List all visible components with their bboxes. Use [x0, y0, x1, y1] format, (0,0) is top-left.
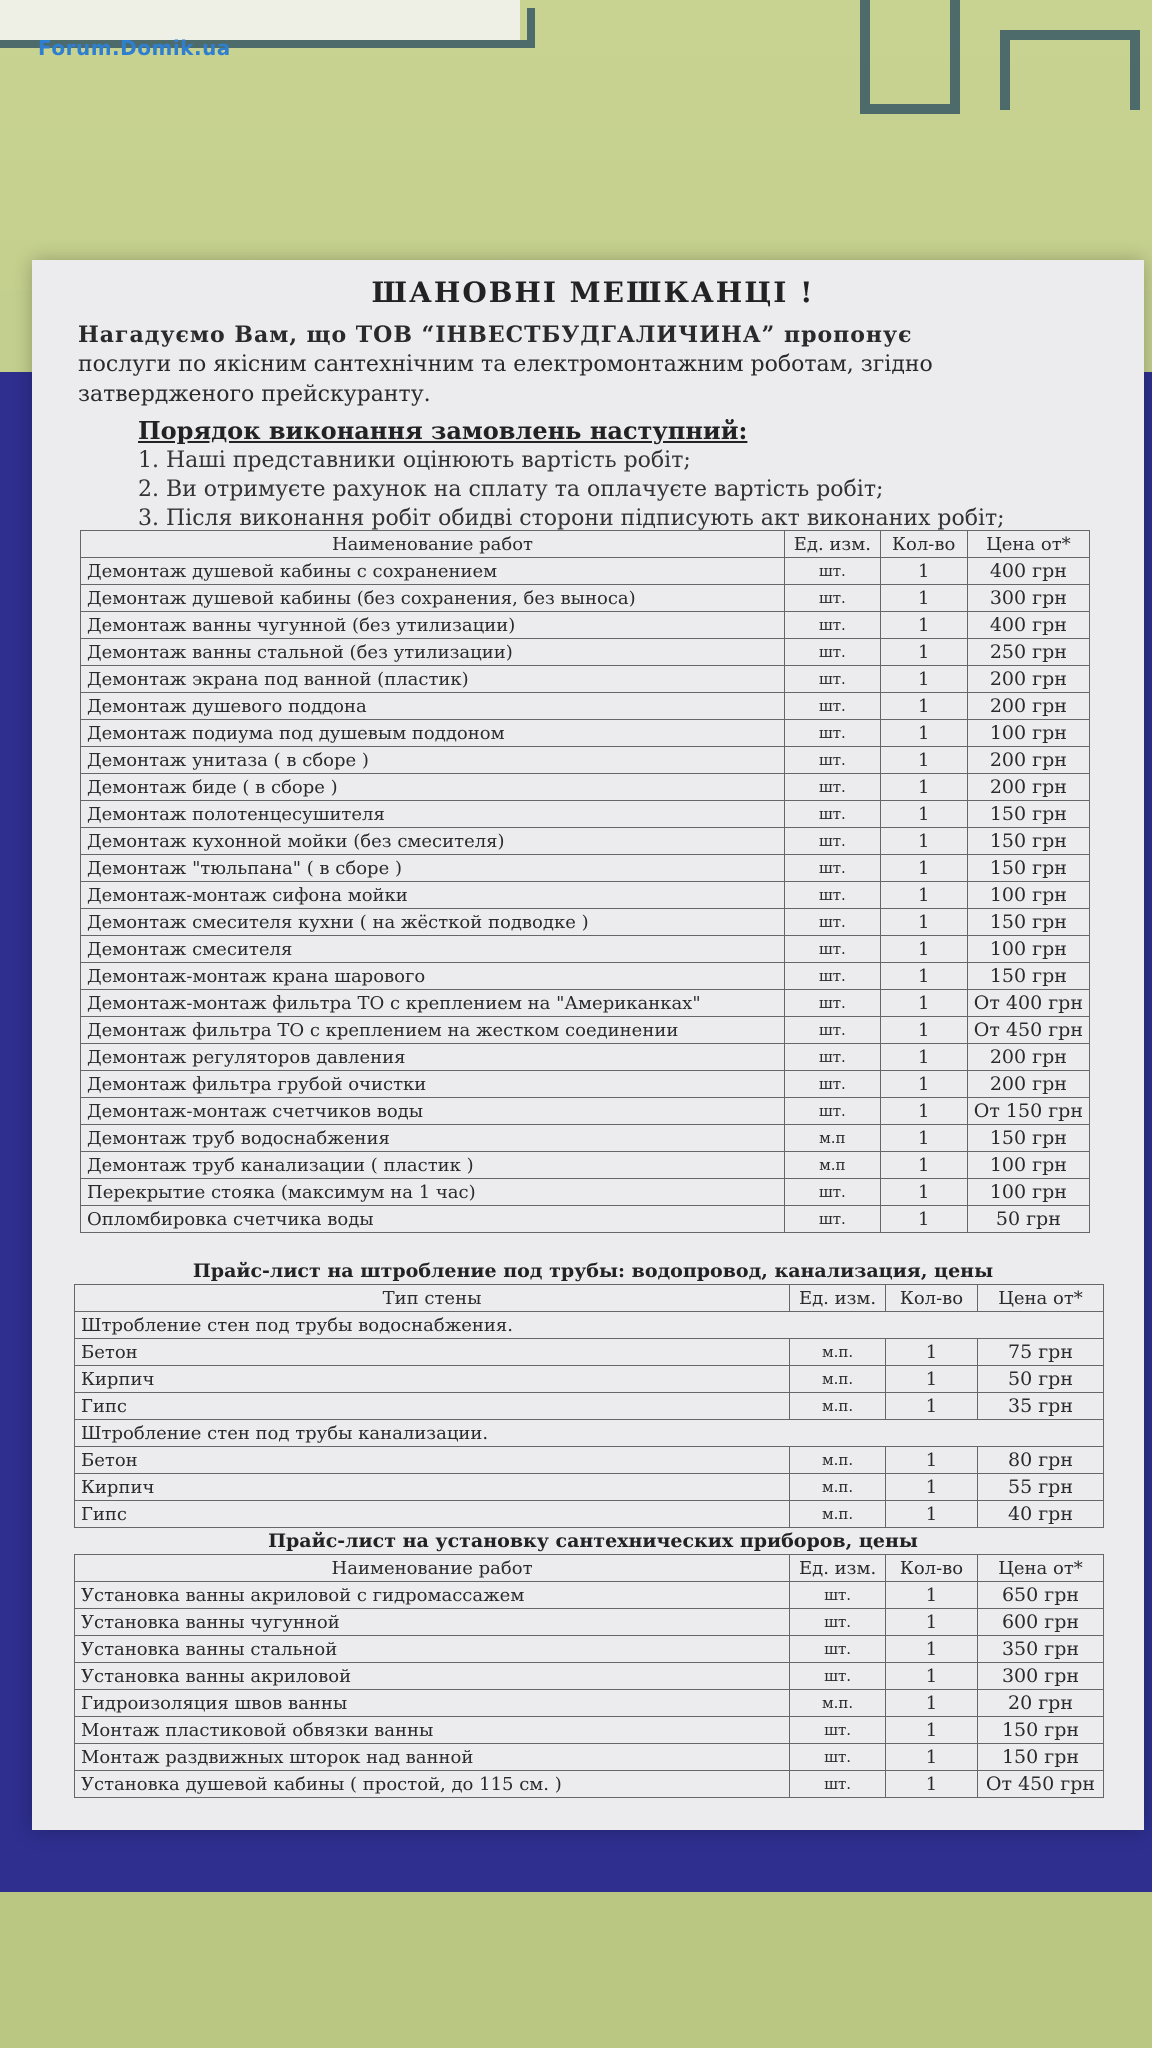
price-cell: 100 грн: [967, 1152, 1089, 1179]
quantity-cell: 1: [880, 855, 967, 882]
quantity-cell: 1: [880, 1017, 967, 1044]
unit-cell: шт.: [785, 1098, 881, 1125]
table-row: [75, 1717, 1104, 1744]
unit-cell: шт.: [790, 1771, 886, 1798]
work-name-cell: Демонтаж фильтра ТО с креплением на жестком соединении: [81, 1017, 785, 1044]
table-row: [75, 1663, 1104, 1690]
price-cell: 150 грн: [977, 1744, 1103, 1771]
table-row: [81, 936, 1090, 963]
price-cell: От 450 грн: [967, 1017, 1089, 1044]
table-row: [81, 747, 1090, 774]
table-row: [81, 828, 1090, 855]
unit-cell: м.п: [785, 1125, 881, 1152]
price-cell: 600 грн: [977, 1609, 1103, 1636]
quantity-cell: 1: [886, 1717, 978, 1744]
quantity-cell: 1: [886, 1582, 978, 1609]
table-row: [81, 1017, 1090, 1044]
quantity-cell: 1: [880, 612, 967, 639]
work-name-cell: Демонтаж-монтаж сифона мойки: [81, 882, 785, 909]
unit-cell: шт.: [785, 1206, 881, 1233]
table-row: [81, 1071, 1090, 1098]
work-name-cell: Установка душевой кабины ( простой, до 115 см. ): [75, 1771, 790, 1798]
unit-cell: шт.: [785, 585, 881, 612]
price-cell: 200 грн: [967, 1071, 1089, 1098]
price-cell: 100 грн: [967, 1179, 1089, 1206]
price-cell: 300 грн: [977, 1663, 1103, 1690]
notice-intro: [78, 320, 1118, 410]
frame-line: [1130, 30, 1140, 110]
unit-cell: шт.: [785, 909, 881, 936]
work-name-cell: Опломбировка счетчика воды: [81, 1206, 785, 1233]
unit-cell: шт.: [785, 693, 881, 720]
intro-line: послуги по якісним сантехнічним та електромонтажним роботам, згідно: [78, 352, 933, 377]
quantity-cell: 1: [880, 1179, 967, 1206]
column-header: Наименование работ: [75, 1555, 790, 1582]
frame-line: [1000, 30, 1140, 40]
price-cell: 650 грн: [977, 1582, 1103, 1609]
order-heading: Порядок виконання замовлень наступний:: [138, 416, 748, 445]
quantity-cell: 1: [886, 1690, 978, 1717]
price-cell: 150 грн: [967, 1125, 1089, 1152]
price-cell: 200 грн: [967, 747, 1089, 774]
column-header: Цена от*: [978, 1285, 1104, 1312]
price-cell: 100 грн: [967, 936, 1089, 963]
column-header: Тип стены: [75, 1285, 790, 1312]
work-name-cell: Установка ванны стальной: [75, 1636, 790, 1663]
work-name-cell: Демонтаж экрана под ванной (пластик): [81, 666, 785, 693]
unit-cell: м.п.: [790, 1690, 886, 1717]
work-name-cell: Демонтаж регуляторов давления: [81, 1044, 785, 1071]
quantity-cell: 1: [886, 1636, 978, 1663]
work-name-cell: Перекрытие стояка (максимум на 1 час): [81, 1179, 785, 1206]
unit-cell: шт.: [790, 1636, 886, 1663]
unit-cell: шт.: [785, 639, 881, 666]
table-header-row: [75, 1555, 1104, 1582]
table-row: [81, 963, 1090, 990]
unit-cell: м.п: [785, 1152, 881, 1179]
group-label: Штробление стен под трубы водоснабжения.: [75, 1312, 1104, 1339]
work-name-cell: Кирпич: [75, 1474, 790, 1501]
column-header: Цена от*: [967, 531, 1089, 558]
quantity-cell: 1: [880, 1125, 967, 1152]
quantity-cell: 1: [886, 1393, 978, 1420]
price-cell: 200 грн: [967, 774, 1089, 801]
work-name-cell: Демонтаж подиума под душевым поддоном: [81, 720, 785, 747]
quantity-cell: 1: [880, 1098, 967, 1125]
group-label: Штробление стен под трубы канализации.: [75, 1420, 1104, 1447]
unit-cell: шт.: [785, 963, 881, 990]
work-name-cell: Демонтаж фильтра грубой очистки: [81, 1071, 785, 1098]
table-row: [75, 1744, 1104, 1771]
wall-bottom: [0, 1892, 1152, 2048]
price-table-chasing: [74, 1284, 1104, 1528]
quantity-cell: 1: [880, 963, 967, 990]
quantity-cell: 1: [880, 990, 967, 1017]
quantity-cell: 1: [880, 585, 967, 612]
price-cell: 150 грн: [967, 828, 1089, 855]
price-cell: 350 грн: [977, 1636, 1103, 1663]
unit-cell: м.п.: [790, 1501, 886, 1528]
table-row: [75, 1393, 1104, 1420]
unit-cell: шт.: [785, 558, 881, 585]
notice-title: ШАНОВНІ МЕШКАНЦІ !: [371, 276, 815, 309]
price-cell: 200 грн: [967, 693, 1089, 720]
work-name-cell: Демонтаж смесителя: [81, 936, 785, 963]
column-header: Кол-во: [880, 531, 967, 558]
quantity-cell: 1: [886, 1339, 978, 1366]
quantity-cell: 1: [880, 774, 967, 801]
quantity-cell: 1: [880, 639, 967, 666]
quantity-cell: 1: [880, 936, 967, 963]
quantity-cell: 1: [886, 1447, 978, 1474]
price-cell: 40 грн: [978, 1501, 1104, 1528]
frame-line: [860, 0, 870, 112]
quantity-cell: 1: [886, 1474, 978, 1501]
table-row: [75, 1690, 1104, 1717]
quantity-cell: 1: [880, 1044, 967, 1071]
table-row: [81, 909, 1090, 936]
unit-cell: шт.: [785, 936, 881, 963]
table-row: [75, 1609, 1104, 1636]
unit-cell: м.п.: [790, 1474, 886, 1501]
column-header: Ед. изм.: [785, 531, 881, 558]
group-row: [75, 1312, 1104, 1339]
table-row: [75, 1636, 1104, 1663]
unit-cell: шт.: [785, 1179, 881, 1206]
unit-cell: шт.: [790, 1609, 886, 1636]
unit-cell: шт.: [790, 1717, 886, 1744]
work-name-cell: Демонтаж-монтаж крана шарового: [81, 963, 785, 990]
unit-cell: м.п.: [790, 1393, 886, 1420]
frame-line: [527, 8, 535, 48]
table-row: [81, 720, 1090, 747]
unit-cell: м.п.: [790, 1339, 886, 1366]
table-row: [75, 1366, 1104, 1393]
table-row: [75, 1501, 1104, 1528]
work-name-cell: Демонтаж душевой кабины с сохранением: [81, 558, 785, 585]
unit-cell: шт.: [790, 1582, 886, 1609]
table-row: [75, 1447, 1104, 1474]
quantity-cell: 1: [880, 828, 967, 855]
frame-line: [950, 0, 960, 112]
unit-cell: шт.: [785, 801, 881, 828]
price-cell: 50 грн: [978, 1366, 1104, 1393]
quantity-cell: 1: [880, 1206, 967, 1233]
work-name-cell: Демонтаж полотенцесушителя: [81, 801, 785, 828]
price-cell: 150 грн: [967, 909, 1089, 936]
table-row: [81, 774, 1090, 801]
work-name-cell: Демонтаж душевого поддона: [81, 693, 785, 720]
table-row: [81, 585, 1090, 612]
order-step: 2. Ви отримуєте рахунок на сплату та оплачуєте вартість робіт;: [138, 477, 884, 502]
table-row: [81, 666, 1090, 693]
quantity-cell: 1: [886, 1771, 978, 1798]
table-row: [81, 1206, 1090, 1233]
table-row: [81, 1125, 1090, 1152]
order-step: 1. Наші представники оцінюють вартість робіт;: [138, 448, 691, 473]
intro-line: затвердженого прейскуранту.: [78, 382, 431, 407]
price-cell: От 400 грн: [967, 990, 1089, 1017]
price-cell: 150 грн: [967, 963, 1089, 990]
quantity-cell: 1: [880, 558, 967, 585]
work-name-cell: Демонтаж ванны стальной (без утилизации): [81, 639, 785, 666]
unit-cell: шт.: [785, 666, 881, 693]
price-table-installation: [74, 1554, 1104, 1798]
order-steps: [138, 446, 1005, 533]
price-cell: 100 грн: [967, 720, 1089, 747]
work-name-cell: Монтаж пластиковой обвязки ванны: [75, 1717, 790, 1744]
quantity-cell: 1: [886, 1366, 978, 1393]
price-cell: 100 грн: [967, 882, 1089, 909]
unit-cell: шт.: [785, 828, 881, 855]
table-row: [81, 693, 1090, 720]
quantity-cell: 1: [886, 1609, 978, 1636]
work-name-cell: Установка ванны акриловой: [75, 1663, 790, 1690]
frame-line: [1000, 30, 1010, 110]
table-row: [75, 1474, 1104, 1501]
work-name-cell: Гипс: [75, 1501, 790, 1528]
price-cell: 400 грн: [967, 558, 1089, 585]
price-cell: 35 грн: [978, 1393, 1104, 1420]
quantity-cell: 1: [880, 693, 967, 720]
price-cell: 55 грн: [978, 1474, 1104, 1501]
quantity-cell: 1: [880, 1152, 967, 1179]
work-name-cell: Монтаж раздвижных шторок над ванной: [75, 1744, 790, 1771]
unit-cell: м.п.: [790, 1447, 886, 1474]
work-name-cell: Демонтаж "тюльпана" ( в сборе ): [81, 855, 785, 882]
table-row: [81, 1044, 1090, 1071]
quantity-cell: 1: [886, 1744, 978, 1771]
table-row: [75, 1339, 1104, 1366]
unit-cell: шт.: [790, 1744, 886, 1771]
work-name-cell: Установка ванны чугунной: [75, 1609, 790, 1636]
work-name-cell: Гипс: [75, 1393, 790, 1420]
unit-cell: шт.: [790, 1663, 886, 1690]
watermark: Forum.Domik.ua: [38, 36, 231, 60]
price-cell: От 450 грн: [977, 1771, 1103, 1798]
section-title: Прайс-лист на установку сантехнических приборов, цены: [268, 1530, 918, 1552]
work-name-cell: Гидроизоляция швов ванны: [75, 1690, 790, 1717]
column-header: Ед. изм.: [790, 1285, 886, 1312]
price-cell: 200 грн: [967, 1044, 1089, 1071]
table-header-row: [81, 531, 1090, 558]
notice-sheet: [32, 260, 1144, 1830]
table-row: [81, 612, 1090, 639]
unit-cell: шт.: [785, 720, 881, 747]
column-header: Кол-во: [886, 1285, 978, 1312]
unit-cell: шт.: [785, 747, 881, 774]
group-row: [75, 1420, 1104, 1447]
work-name-cell: Демонтаж кухонной мойки (без смесителя): [81, 828, 785, 855]
price-cell: 80 грн: [978, 1447, 1104, 1474]
unit-cell: шт.: [785, 774, 881, 801]
work-name-cell: Кирпич: [75, 1366, 790, 1393]
price-cell: 150 грн: [967, 855, 1089, 882]
table-row: [81, 639, 1090, 666]
work-name-cell: Установка ванны акриловой с гидромассажем: [75, 1582, 790, 1609]
section-title: Прайс-лист на штробление под трубы: водопровод, канализация, цены: [192, 1260, 994, 1282]
unit-cell: шт.: [785, 882, 881, 909]
work-name-cell: Демонтаж-монтаж счетчиков воды: [81, 1098, 785, 1125]
price-cell: 150 грн: [977, 1717, 1103, 1744]
work-name-cell: Бетон: [75, 1447, 790, 1474]
price-cell: 75 грн: [978, 1339, 1104, 1366]
table-row: [81, 1179, 1090, 1206]
work-name-cell: Демонтаж унитаза ( в сборе ): [81, 747, 785, 774]
table-row: [75, 1582, 1104, 1609]
table-row: [81, 1152, 1090, 1179]
column-header: Наименование работ: [81, 531, 785, 558]
quantity-cell: 1: [880, 801, 967, 828]
price-cell: 300 грн: [967, 585, 1089, 612]
price-cell: 20 грн: [977, 1690, 1103, 1717]
work-name-cell: Демонтаж труб водоснабжения: [81, 1125, 785, 1152]
quantity-cell: 1: [880, 666, 967, 693]
column-header: Ед. изм.: [790, 1555, 886, 1582]
unit-cell: шт.: [785, 1017, 881, 1044]
unit-cell: м.п.: [790, 1366, 886, 1393]
order-step: 3. Після виконання робіт обидві сторони підписують акт виконаних робіт;: [138, 506, 1005, 531]
work-name-cell: Демонтаж-монтаж фильтра ТО с креплением на "Американках": [81, 990, 785, 1017]
table-row: [75, 1771, 1104, 1798]
work-name-cell: Демонтаж ванны чугунной (без утилизации): [81, 612, 785, 639]
table-row: [81, 882, 1090, 909]
work-name-cell: Бетон: [75, 1339, 790, 1366]
table-row: [81, 801, 1090, 828]
price-table-dismantling: [80, 530, 1090, 1233]
unit-cell: шт.: [785, 855, 881, 882]
quantity-cell: 1: [880, 720, 967, 747]
table-row: [81, 855, 1090, 882]
column-header: Кол-во: [886, 1555, 978, 1582]
unit-cell: шт.: [785, 1071, 881, 1098]
price-cell: 50 грн: [967, 1206, 1089, 1233]
table-row: [81, 558, 1090, 585]
quantity-cell: 1: [880, 909, 967, 936]
unit-cell: шт.: [785, 990, 881, 1017]
quantity-cell: 1: [880, 747, 967, 774]
work-name-cell: Демонтаж смесителя кухни ( на жёсткой подводке ): [81, 909, 785, 936]
quantity-cell: 1: [880, 882, 967, 909]
column-header: Цена от*: [977, 1555, 1103, 1582]
unit-cell: шт.: [785, 1044, 881, 1071]
work-name-cell: Демонтаж биде ( в сборе ): [81, 774, 785, 801]
price-cell: 200 грн: [967, 666, 1089, 693]
work-name-cell: Демонтаж душевой кабины (без сохранения, без выноса): [81, 585, 785, 612]
table-row: [81, 1098, 1090, 1125]
price-cell: 150 грн: [967, 801, 1089, 828]
frame-line: [860, 104, 960, 114]
price-cell: От 150 грн: [967, 1098, 1089, 1125]
quantity-cell: 1: [880, 1071, 967, 1098]
quantity-cell: 1: [886, 1501, 978, 1528]
table-row: [81, 990, 1090, 1017]
price-cell: 250 грн: [967, 639, 1089, 666]
intro-line: Нагадуємо Вам, що ТОВ “ІНВЕСТБУДГАЛИЧИНА” пропонує: [78, 322, 913, 348]
table-header-row: [75, 1285, 1104, 1312]
work-name-cell: Демонтаж труб канализации ( пластик ): [81, 1152, 785, 1179]
unit-cell: шт.: [785, 612, 881, 639]
price-cell: 400 грн: [967, 612, 1089, 639]
quantity-cell: 1: [886, 1663, 978, 1690]
